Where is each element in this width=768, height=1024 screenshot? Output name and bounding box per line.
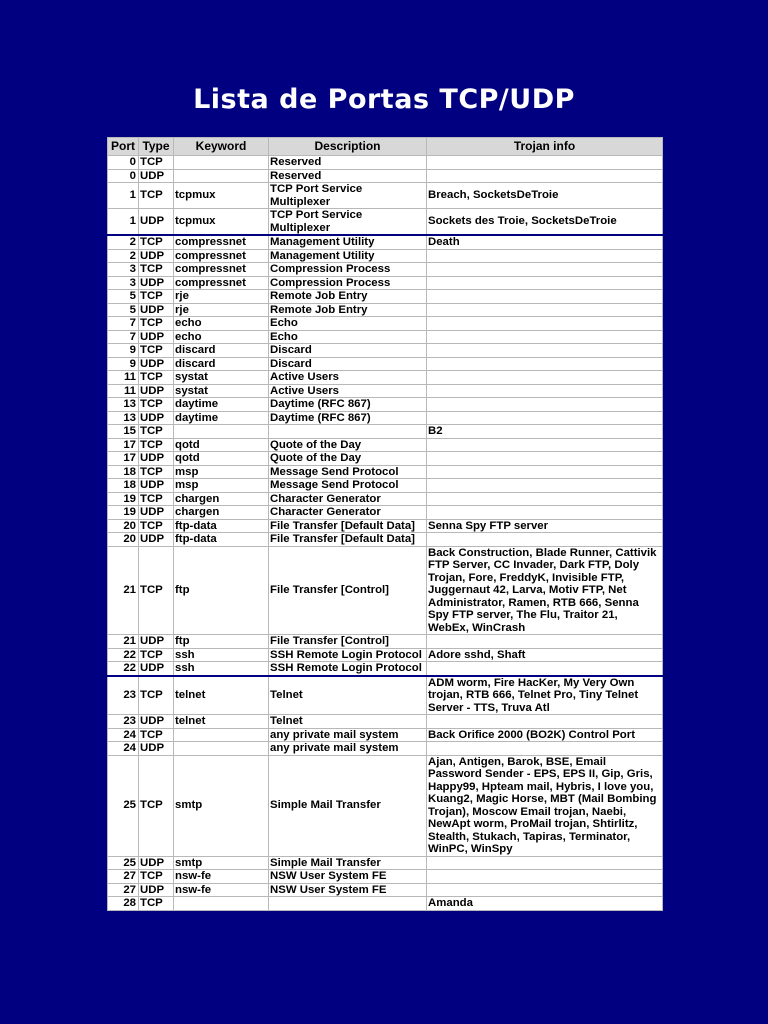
- port-cell: 0: [108, 156, 139, 170]
- keyword-cell: telnet: [174, 676, 269, 715]
- description-cell: Telnet: [269, 715, 427, 729]
- port-cell: 2: [108, 235, 139, 249]
- keyword-cell: ssh: [174, 648, 269, 662]
- description-cell: Daytime (RFC 867): [269, 411, 427, 425]
- port-cell: 5: [108, 290, 139, 304]
- keyword-cell: nsw-fe: [174, 870, 269, 884]
- description-cell: Active Users: [269, 384, 427, 398]
- table-row: [108, 897, 663, 911]
- type-cell: UDP: [139, 715, 174, 729]
- description-cell: Simple Mail Transfer: [269, 856, 427, 870]
- description-cell: TCP Port Service Multiplexer: [269, 183, 427, 209]
- type-cell: UDP: [139, 249, 174, 263]
- type-cell: UDP: [139, 856, 174, 870]
- type-cell: TCP: [139, 519, 174, 533]
- table-row: [108, 506, 663, 520]
- type-cell: UDP: [139, 635, 174, 649]
- port-cell: 20: [108, 533, 139, 547]
- table-row: [108, 290, 663, 304]
- type-cell: TCP: [139, 290, 174, 304]
- keyword-cell: rje: [174, 303, 269, 317]
- type-cell: TCP: [139, 755, 174, 856]
- port-cell: 27: [108, 870, 139, 884]
- type-cell: TCP: [139, 344, 174, 358]
- description-cell: Message Send Protocol: [269, 479, 427, 493]
- port-cell: 28: [108, 897, 139, 911]
- keyword-cell: compressnet: [174, 263, 269, 277]
- type-cell: TCP: [139, 546, 174, 635]
- description-cell: File Transfer [Default Data]: [269, 519, 427, 533]
- description-cell: File Transfer [Control]: [269, 546, 427, 635]
- table-row: [108, 546, 663, 635]
- table-row: [108, 357, 663, 371]
- page-title: Lista de Portas TCP/UDP: [193, 84, 575, 115]
- trojan-info-cell: [427, 492, 663, 506]
- trojan-info-cell: [427, 330, 663, 344]
- port-cell: 2: [108, 249, 139, 263]
- keyword-cell: compressnet: [174, 276, 269, 290]
- table-row: [108, 235, 663, 249]
- type-cell: UDP: [139, 452, 174, 466]
- trojan-info-cell: [427, 635, 663, 649]
- description-cell: SSH Remote Login Protocol: [269, 662, 427, 676]
- table-row: [108, 398, 663, 412]
- trojan-info-cell: Adore sshd, Shaft: [427, 648, 663, 662]
- table-row: [108, 479, 663, 493]
- keyword-cell: qotd: [174, 452, 269, 466]
- trojan-info-cell: [427, 169, 663, 183]
- description-cell: Active Users: [269, 371, 427, 385]
- trojan-info-cell: [427, 249, 663, 263]
- keyword-cell: compressnet: [174, 235, 269, 249]
- trojan-info-cell: [427, 357, 663, 371]
- description-cell: [269, 897, 427, 911]
- trojan-info-cell: [427, 452, 663, 466]
- type-cell: UDP: [139, 742, 174, 756]
- trojan-info-cell: [427, 533, 663, 547]
- port-cell: 19: [108, 506, 139, 520]
- type-cell: UDP: [139, 330, 174, 344]
- port-cell: 23: [108, 676, 139, 715]
- description-cell: Quote of the Day: [269, 438, 427, 452]
- description-cell: File Transfer [Default Data]: [269, 533, 427, 547]
- table-row: [108, 870, 663, 884]
- trojan-info-cell: [427, 883, 663, 897]
- keyword-cell: compressnet: [174, 249, 269, 263]
- table-row: [108, 492, 663, 506]
- keyword-cell: qotd: [174, 438, 269, 452]
- trojan-info-cell: [427, 290, 663, 304]
- type-cell: UDP: [139, 276, 174, 290]
- trojan-info-cell: B2: [427, 425, 663, 439]
- keyword-cell: echo: [174, 317, 269, 331]
- type-cell: UDP: [139, 662, 174, 676]
- description-cell: TCP Port Service Multiplexer: [269, 209, 427, 236]
- table-row: [108, 635, 663, 649]
- type-cell: UDP: [139, 357, 174, 371]
- port-cell: 25: [108, 856, 139, 870]
- port-cell: 7: [108, 330, 139, 344]
- table-row: [108, 883, 663, 897]
- description-cell: Remote Job Entry: [269, 303, 427, 317]
- port-cell: 3: [108, 276, 139, 290]
- keyword-cell: discard: [174, 344, 269, 358]
- description-cell: Management Utility: [269, 235, 427, 249]
- keyword-cell: smtp: [174, 755, 269, 856]
- table-row: [108, 856, 663, 870]
- table-row: [108, 519, 663, 533]
- description-cell: any private mail system: [269, 742, 427, 756]
- keyword-cell: telnet: [174, 715, 269, 729]
- header-type: Type: [139, 138, 174, 156]
- keyword-cell: msp: [174, 479, 269, 493]
- trojan-info-cell: [427, 156, 663, 170]
- table-row: [108, 465, 663, 479]
- port-cell: 23: [108, 715, 139, 729]
- trojan-info-cell: [427, 742, 663, 756]
- port-cell: 21: [108, 635, 139, 649]
- trojan-info-cell: [427, 371, 663, 385]
- keyword-cell: rje: [174, 290, 269, 304]
- type-cell: TCP: [139, 183, 174, 209]
- port-cell: 17: [108, 438, 139, 452]
- keyword-cell: [174, 425, 269, 439]
- keyword-cell: ftp-data: [174, 533, 269, 547]
- table-row: [108, 452, 663, 466]
- description-cell: SSH Remote Login Protocol: [269, 648, 427, 662]
- trojan-info-cell: ADM worm, Fire HacKer, My Very Own trojan, RTB 666, Telnet Pro, Tiny Telnet Server - TTS, Truva Atl: [427, 676, 663, 715]
- type-cell: TCP: [139, 676, 174, 715]
- table-row: [108, 330, 663, 344]
- type-cell: UDP: [139, 411, 174, 425]
- type-cell: UDP: [139, 533, 174, 547]
- trojan-info-cell: [427, 856, 663, 870]
- trojan-info-cell: Senna Spy FTP server: [427, 519, 663, 533]
- port-cell: 25: [108, 755, 139, 856]
- table-row: [108, 662, 663, 676]
- port-cell: 7: [108, 317, 139, 331]
- description-cell: Management Utility: [269, 249, 427, 263]
- port-cell: 15: [108, 425, 139, 439]
- trojan-info-cell: Breach, SocketsDeTroie: [427, 183, 663, 209]
- description-cell: Discard: [269, 357, 427, 371]
- description-cell: Message Send Protocol: [269, 465, 427, 479]
- table-row: [108, 425, 663, 439]
- port-cell: 18: [108, 465, 139, 479]
- trojan-info-cell: [427, 384, 663, 398]
- port-cell: 1: [108, 209, 139, 236]
- header-description: Description: [269, 138, 427, 156]
- keyword-cell: nsw-fe: [174, 883, 269, 897]
- port-cell: 3: [108, 263, 139, 277]
- port-cell: 13: [108, 411, 139, 425]
- trojan-info-cell: [427, 715, 663, 729]
- keyword-cell: [174, 156, 269, 170]
- keyword-cell: systat: [174, 371, 269, 385]
- type-cell: TCP: [139, 317, 174, 331]
- keyword-cell: ftp-data: [174, 519, 269, 533]
- type-cell: TCP: [139, 465, 174, 479]
- description-cell: Daytime (RFC 867): [269, 398, 427, 412]
- port-cell: 27: [108, 883, 139, 897]
- trojan-info-cell: [427, 411, 663, 425]
- table-row: [108, 263, 663, 277]
- table-row: [108, 648, 663, 662]
- keyword-cell: [174, 169, 269, 183]
- type-cell: TCP: [139, 156, 174, 170]
- type-cell: TCP: [139, 870, 174, 884]
- keyword-cell: smtp: [174, 856, 269, 870]
- trojan-info-cell: Back Construction, Blade Runner, Cattivik FTP Server, CC Invader, Dark FTP, Doly Trojan, Fore, FreddyK, Invisible FTP, Juggernaut 42, Larva, Motiv FTP, Net Administrator, Ramen, RTB 666, Senna Spy FTP server, The Flu, Traitor 21, WebEx, WinCrash: [427, 546, 663, 635]
- keyword-cell: discard: [174, 357, 269, 371]
- table-row: [108, 533, 663, 547]
- description-cell: Character Generator: [269, 492, 427, 506]
- trojan-info-cell: [427, 276, 663, 290]
- keyword-cell: [174, 728, 269, 742]
- description-cell: Remote Job Entry: [269, 290, 427, 304]
- table-row: [108, 384, 663, 398]
- type-cell: TCP: [139, 728, 174, 742]
- table-row: [108, 371, 663, 385]
- type-cell: TCP: [139, 263, 174, 277]
- description-cell: Quote of the Day: [269, 452, 427, 466]
- description-cell: [269, 425, 427, 439]
- table-row: [108, 156, 663, 170]
- trojan-info-cell: Back Orifice 2000 (BO2K) Control Port: [427, 728, 663, 742]
- keyword-cell: daytime: [174, 398, 269, 412]
- keyword-cell: chargen: [174, 492, 269, 506]
- description-cell: any private mail system: [269, 728, 427, 742]
- description-cell: NSW User System FE: [269, 870, 427, 884]
- trojan-info-cell: [427, 317, 663, 331]
- type-cell: TCP: [139, 235, 174, 249]
- trojan-info-cell: Amanda: [427, 897, 663, 911]
- table-header-row: [108, 138, 663, 156]
- port-cell: 24: [108, 728, 139, 742]
- type-cell: UDP: [139, 883, 174, 897]
- port-cell: 11: [108, 371, 139, 385]
- trojan-info-cell: [427, 438, 663, 452]
- type-cell: TCP: [139, 897, 174, 911]
- type-cell: UDP: [139, 169, 174, 183]
- trojan-info-cell: [427, 344, 663, 358]
- table-row: [108, 209, 663, 236]
- table-row: [108, 438, 663, 452]
- keyword-cell: tcpmux: [174, 209, 269, 236]
- table-row: [108, 411, 663, 425]
- port-cell: 20: [108, 519, 139, 533]
- keyword-cell: ftp: [174, 635, 269, 649]
- table-row: [108, 344, 663, 358]
- description-cell: File Transfer [Control]: [269, 635, 427, 649]
- keyword-cell: tcpmux: [174, 183, 269, 209]
- type-cell: UDP: [139, 384, 174, 398]
- description-cell: Discard: [269, 344, 427, 358]
- port-cell: 5: [108, 303, 139, 317]
- trojan-info-cell: [427, 465, 663, 479]
- trojan-info-cell: [427, 506, 663, 520]
- trojan-info-cell: [427, 662, 663, 676]
- table-row: [108, 728, 663, 742]
- type-cell: UDP: [139, 209, 174, 236]
- type-cell: TCP: [139, 425, 174, 439]
- trojan-info-cell: Sockets des Troie, SocketsDeTroie: [427, 209, 663, 236]
- keyword-cell: daytime: [174, 411, 269, 425]
- header-trojan-info: Trojan info: [427, 138, 663, 156]
- description-cell: Character Generator: [269, 506, 427, 520]
- keyword-cell: echo: [174, 330, 269, 344]
- port-cell: 24: [108, 742, 139, 756]
- keyword-cell: chargen: [174, 506, 269, 520]
- keyword-cell: [174, 897, 269, 911]
- port-cell: 13: [108, 398, 139, 412]
- table-row: [108, 169, 663, 183]
- description-cell: Compression Process: [269, 263, 427, 277]
- trojan-info-cell: [427, 479, 663, 493]
- keyword-cell: [174, 742, 269, 756]
- port-cell: 11: [108, 384, 139, 398]
- table-row: [108, 742, 663, 756]
- keyword-cell: ssh: [174, 662, 269, 676]
- port-list-table: [107, 137, 662, 911]
- description-cell: Compression Process: [269, 276, 427, 290]
- table-row: [108, 676, 663, 715]
- description-cell: Telnet: [269, 676, 427, 715]
- type-cell: TCP: [139, 371, 174, 385]
- port-cell: 22: [108, 648, 139, 662]
- type-cell: TCP: [139, 492, 174, 506]
- table-row: [108, 755, 663, 856]
- trojan-info-cell: [427, 263, 663, 277]
- description-cell: Reserved: [269, 169, 427, 183]
- header-port: Port: [108, 138, 139, 156]
- trojan-info-cell: [427, 398, 663, 412]
- trojan-info-cell: [427, 303, 663, 317]
- table-body: [108, 156, 663, 911]
- table-row: [108, 303, 663, 317]
- port-cell: 0: [108, 169, 139, 183]
- port-cell: 21: [108, 546, 139, 635]
- description-cell: Echo: [269, 317, 427, 331]
- port-cell: 9: [108, 344, 139, 358]
- keyword-cell: msp: [174, 465, 269, 479]
- keyword-cell: ftp: [174, 546, 269, 635]
- table-row: [108, 249, 663, 263]
- description-cell: Reserved: [269, 156, 427, 170]
- table-row: [108, 276, 663, 290]
- port-cell: 18: [108, 479, 139, 493]
- port-cell: 17: [108, 452, 139, 466]
- type-cell: TCP: [139, 648, 174, 662]
- description-cell: NSW User System FE: [269, 883, 427, 897]
- type-cell: TCP: [139, 438, 174, 452]
- trojan-info-cell: Ajan, Antigen, Barok, BSE, Email Password Sender - EPS, EPS II, Gip, Gris, Happy99, Hpteam mail, Hybris, I love you, Kuang2, Magic Horse, MBT (Mail Bombing Trojan), Moscow Email trojan, Naebi, NewApt worm, ProMail trojan, Shtirlitz, Stealth, Stukach, Tapiras, Terminator, WinPC, WinSpy: [427, 755, 663, 856]
- port-cell: 22: [108, 662, 139, 676]
- keyword-cell: systat: [174, 384, 269, 398]
- table-row: [108, 317, 663, 331]
- port-cell: 1: [108, 183, 139, 209]
- type-cell: TCP: [139, 398, 174, 412]
- port-cell: 19: [108, 492, 139, 506]
- type-cell: UDP: [139, 479, 174, 493]
- description-cell: Echo: [269, 330, 427, 344]
- type-cell: UDP: [139, 303, 174, 317]
- description-cell: Simple Mail Transfer: [269, 755, 427, 856]
- table-row: [108, 183, 663, 209]
- trojan-info-cell: [427, 870, 663, 884]
- trojan-info-cell: Death: [427, 235, 663, 249]
- type-cell: UDP: [139, 506, 174, 520]
- port-cell: 9: [108, 357, 139, 371]
- table-row: [108, 715, 663, 729]
- header-keyword: Keyword: [174, 138, 269, 156]
